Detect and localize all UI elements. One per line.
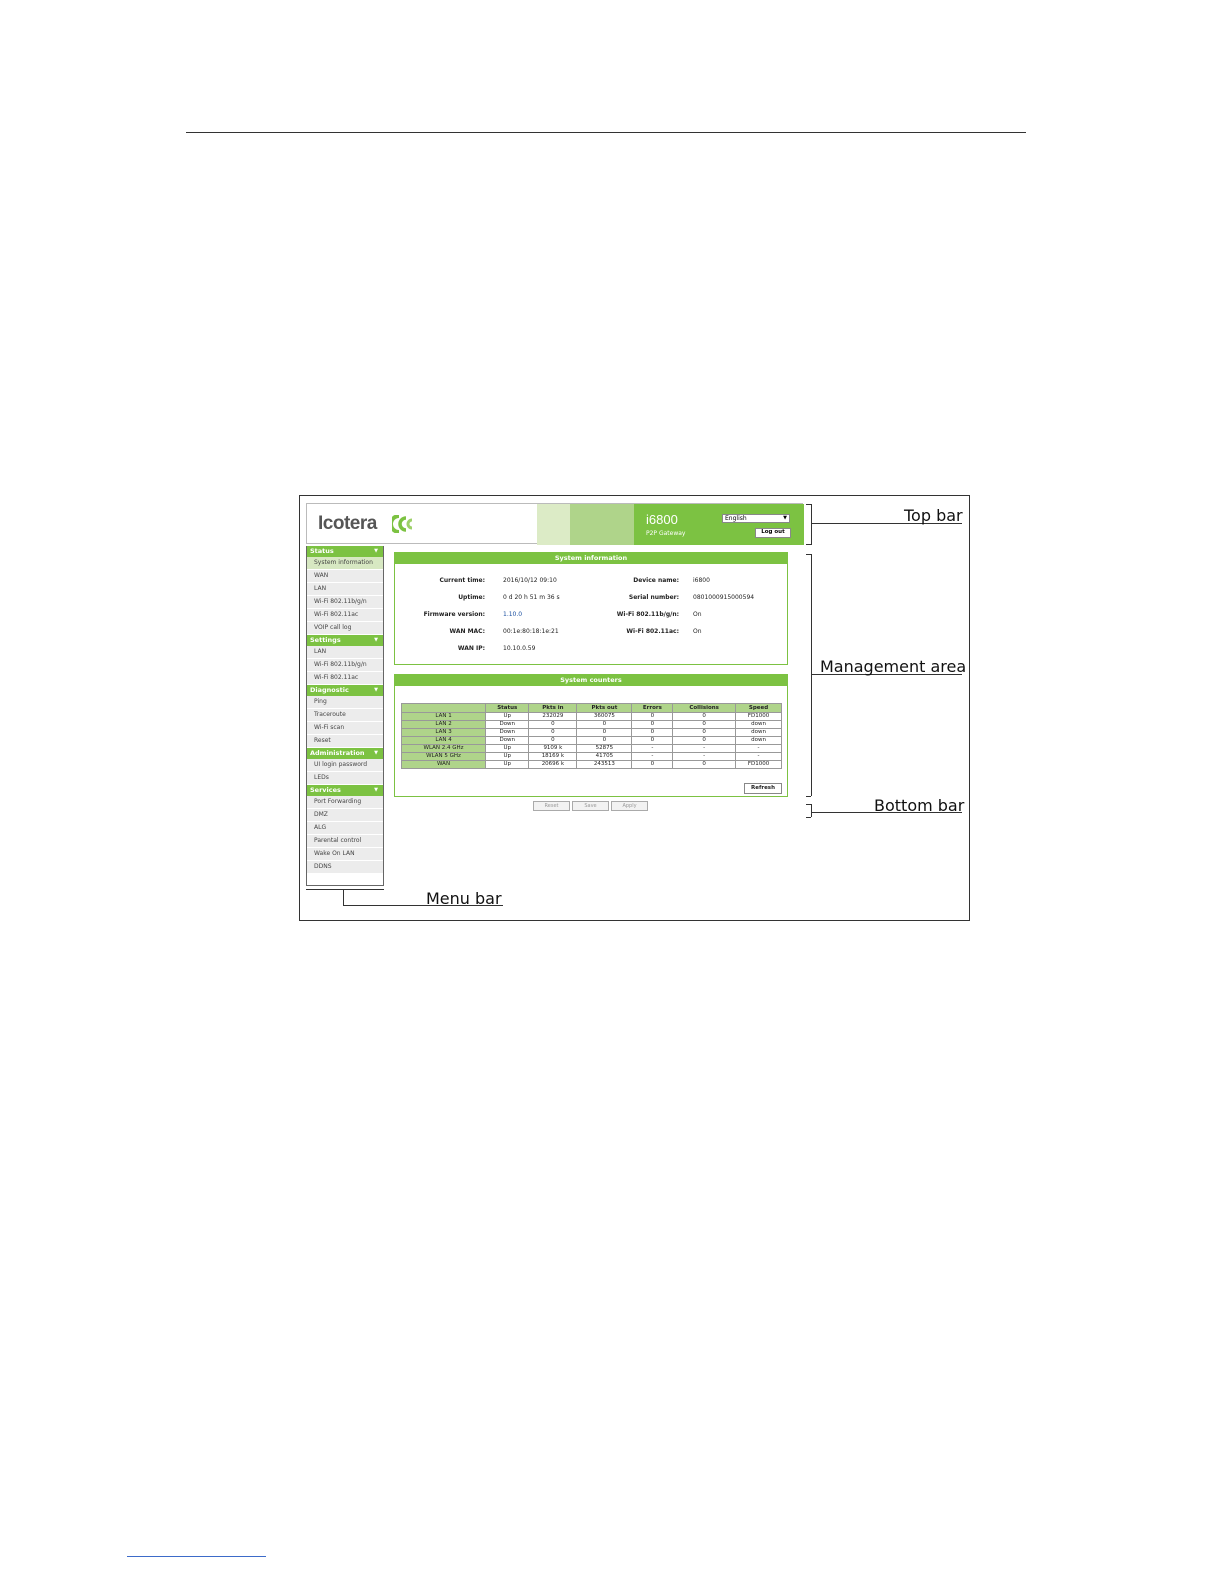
- column-header: Collisions: [673, 704, 736, 713]
- menu-item[interactable]: LAN: [307, 646, 383, 659]
- wifi-ac-value: On: [693, 628, 702, 635]
- menu-item[interactable]: Parental control: [307, 835, 383, 848]
- menu-item[interactable]: Wake On LAN: [307, 848, 383, 861]
- table-cell: Down: [486, 729, 529, 737]
- counters-table: [401, 703, 782, 769]
- product-name: P2P Gateway: [646, 530, 686, 537]
- table-cell: 232029: [529, 713, 577, 721]
- table-cell: 360075: [577, 713, 632, 721]
- menu-item[interactable]: DDNS: [307, 861, 383, 874]
- screenshot-figure: [299, 495, 970, 921]
- table-cell: -: [673, 745, 736, 753]
- table-cell: 0: [577, 737, 632, 745]
- table-row: [402, 745, 782, 753]
- table-cell: 0: [577, 721, 632, 729]
- table-cell: -: [736, 753, 782, 761]
- mgmt-bracket: [811, 554, 812, 796]
- table-cell: 243513: [577, 761, 632, 769]
- uptime-label: Uptime:: [458, 594, 485, 601]
- menu-item[interactable]: Traceroute: [307, 709, 383, 722]
- mgmt-bracket-bottom: [806, 796, 811, 797]
- table-cell: FD1000: [736, 713, 782, 721]
- table-cell: 0: [673, 713, 736, 721]
- device-name-value: i6800: [693, 577, 710, 584]
- panel-title: System counters: [395, 675, 787, 686]
- top-bar: [306, 503, 803, 544]
- table-cell: down: [736, 729, 782, 737]
- table-row: [402, 729, 782, 737]
- collapse-arrow-icon: ▼: [374, 548, 378, 554]
- table-cell: Up: [486, 753, 529, 761]
- menu-bar-callout: Menu bar: [426, 889, 502, 908]
- reset-button[interactable]: Reset: [533, 801, 570, 811]
- logout-button[interactable]: Log out: [755, 528, 791, 538]
- collapse-arrow-icon: ▼: [374, 687, 378, 693]
- menu-leader-v: [343, 889, 344, 905]
- column-header: Pkts in: [529, 704, 577, 713]
- table-cell: 9109 k: [529, 745, 577, 753]
- menu-section-services[interactable]: [307, 785, 383, 796]
- menu-section-settings[interactable]: [307, 635, 383, 646]
- collapse-arrow-icon: ▼: [374, 637, 378, 643]
- table-cell: -: [632, 753, 673, 761]
- menu-section-label: Settings: [310, 636, 341, 644]
- panel-title: System information: [395, 553, 787, 564]
- table-cell: 18169 k: [529, 753, 577, 761]
- wifi-bgn-label: Wi-Fi 802.11b/g/n:: [616, 611, 679, 618]
- menu-item[interactable]: VOIP call log: [307, 622, 383, 635]
- current-time-value: 2016/10/12 09:10: [503, 577, 557, 584]
- table-cell: FD1000: [736, 761, 782, 769]
- language-value: English: [725, 515, 747, 522]
- table-row: [402, 753, 782, 761]
- table-cell: 41705: [577, 753, 632, 761]
- table-row: [402, 713, 782, 721]
- wan-ip-label: WAN IP:: [457, 645, 485, 652]
- row-header-cell: WAN: [402, 761, 486, 769]
- column-header: Speed: [736, 704, 782, 713]
- column-header: [402, 704, 486, 713]
- table-cell: 0: [632, 713, 673, 721]
- table-cell: 0: [577, 729, 632, 737]
- table-header-row: [402, 704, 782, 713]
- table-cell: Up: [486, 761, 529, 769]
- menu-item[interactable]: Wi-Fi 802.11ac: [307, 609, 383, 622]
- table-cell: down: [736, 721, 782, 729]
- table-cell: -: [632, 745, 673, 753]
- menu-item[interactable]: Wi-Fi 802.11ac: [307, 672, 383, 685]
- device-name-label: Device name:: [633, 577, 679, 584]
- wifi-bgn-value: On: [693, 611, 702, 618]
- row-header-cell: WLAN 2.4 GHz: [402, 745, 486, 753]
- menu-item[interactable]: WAN: [307, 570, 383, 583]
- menu-item[interactable]: Wi-Fi 802.11b/g/n: [307, 596, 383, 609]
- table-cell: 0: [673, 761, 736, 769]
- system-information-panel: [394, 552, 788, 665]
- table-cell: Up: [486, 745, 529, 753]
- table-cell: -: [673, 753, 736, 761]
- table-row: [402, 761, 782, 769]
- management-area-callout: Management area: [820, 657, 967, 676]
- table-cell: 0: [632, 721, 673, 729]
- column-header: Status: [486, 704, 529, 713]
- table-cell: -: [736, 745, 782, 753]
- table-cell: 0: [632, 729, 673, 737]
- menu-item[interactable]: Wi-Fi 802.11b/g/n: [307, 659, 383, 672]
- menu-item[interactable]: DMZ: [307, 809, 383, 822]
- row-header-cell: WLAN 5 GHz: [402, 753, 486, 761]
- table-row: [402, 737, 782, 745]
- menu-bracket: [306, 889, 384, 890]
- menu-section-label: Diagnostic: [310, 686, 349, 694]
- menu-section-status[interactable]: [307, 546, 383, 557]
- table-cell: 20696 k: [529, 761, 577, 769]
- model-name: i6800: [646, 512, 678, 527]
- wan-mac-value: 00:1e:80:18:1e:21: [503, 628, 559, 635]
- uptime-value: 0 d 20 h 51 m 36 s: [503, 594, 560, 601]
- menu-item[interactable]: LEDs: [307, 772, 383, 785]
- firmware-label: Firmware version:: [423, 611, 485, 618]
- row-header-cell: LAN 1: [402, 713, 486, 721]
- menu-item[interactable]: ALG: [307, 822, 383, 835]
- router-ui: [306, 503, 803, 886]
- row-header-cell: LAN 3: [402, 729, 486, 737]
- wan-ip-value: 10.10.0.59: [503, 645, 536, 652]
- menu-item[interactable]: Reset: [307, 735, 383, 748]
- table-cell: 0: [673, 721, 736, 729]
- firmware-value[interactable]: 1.10.0: [503, 611, 523, 618]
- table-cell: 0: [632, 761, 673, 769]
- column-header: Pkts out: [577, 704, 632, 713]
- table-row: [402, 721, 782, 729]
- language-select[interactable]: [722, 514, 790, 523]
- bottom-bracket: [811, 804, 812, 817]
- menu-section-label: Administration: [310, 749, 365, 757]
- signal-waves-icon: [392, 515, 422, 533]
- footnote-rule: [127, 1556, 266, 1557]
- menu-bar: [306, 546, 384, 886]
- menu-section-label: Status: [310, 547, 334, 555]
- serial-label: Serial number:: [628, 594, 679, 601]
- top-bar-bracket-bottom: [806, 544, 811, 545]
- refresh-button[interactable]: Refresh: [744, 783, 782, 794]
- header-stripe-light: [537, 504, 570, 545]
- menu-item[interactable]: Ping: [307, 696, 383, 709]
- row-header-cell: LAN 2: [402, 721, 486, 729]
- table-cell: 0: [529, 737, 577, 745]
- apply-button[interactable]: Apply: [611, 801, 648, 811]
- menu-item[interactable]: UI login password: [307, 759, 383, 772]
- header-product-area: [634, 504, 804, 545]
- table-cell: 52875: [577, 745, 632, 753]
- table-cell: 0: [673, 737, 736, 745]
- row-header-cell: LAN 4: [402, 737, 486, 745]
- table-cell: Up: [486, 713, 529, 721]
- menu-item[interactable]: System information: [307, 557, 383, 570]
- save-button[interactable]: Save: [572, 801, 609, 811]
- top-bar-callout: Top bar: [904, 506, 963, 525]
- wan-mac-label: WAN MAC:: [449, 628, 485, 635]
- current-time-label: Current time:: [439, 577, 485, 584]
- bottom-bracket-bottom: [806, 817, 811, 818]
- column-header: Errors: [632, 704, 673, 713]
- menu-section-diagnostic[interactable]: [307, 685, 383, 696]
- system-counters-panel: [394, 674, 788, 797]
- menu-item[interactable]: LAN: [307, 583, 383, 596]
- menu-item[interactable]: Wi-Fi scan: [307, 722, 383, 735]
- table-cell: 0: [529, 721, 577, 729]
- wifi-ac-label: Wi-Fi 802.11ac:: [626, 628, 679, 635]
- collapse-arrow-icon: ▼: [374, 787, 378, 793]
- menu-section-label: Services: [310, 786, 341, 794]
- table-cell: 0: [529, 729, 577, 737]
- table-cell: 0: [632, 737, 673, 745]
- collapse-arrow-icon: ▼: [374, 750, 378, 756]
- page-top-rule: [186, 132, 1026, 133]
- brand-logo: Icotera: [318, 513, 377, 534]
- table-cell: down: [736, 737, 782, 745]
- table-cell: Down: [486, 737, 529, 745]
- menu-item[interactable]: Port Forwarding: [307, 796, 383, 809]
- table-cell: 0: [673, 729, 736, 737]
- menu-section-administration[interactable]: [307, 748, 383, 759]
- serial-value: 0801000915000594: [693, 594, 755, 601]
- table-cell: Down: [486, 721, 529, 729]
- header-stripe-mid: [570, 504, 634, 545]
- top-bar-bracket: [811, 504, 812, 545]
- bottom-bar-callout: Bottom bar: [874, 796, 965, 815]
- dropdown-arrow-icon: ▼: [783, 515, 787, 521]
